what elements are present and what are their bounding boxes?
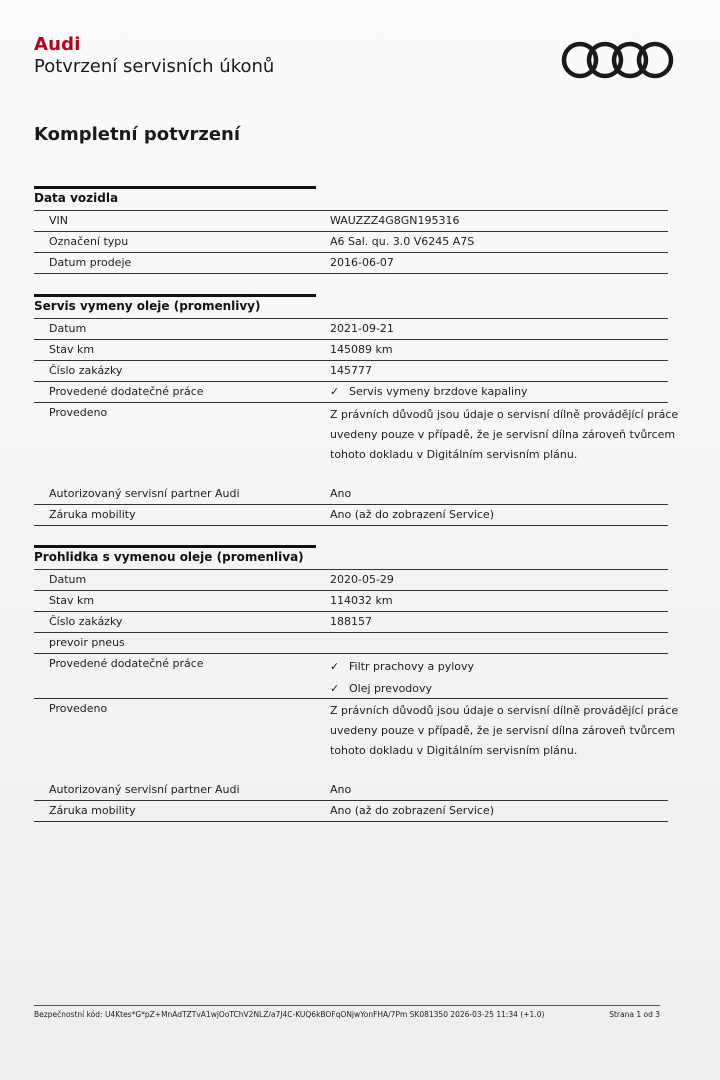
performed-by-note [330, 701, 678, 761]
date-row [34, 569, 668, 590]
mileage-value: 114032 km [330, 594, 393, 607]
mileage-value: 145089 km [330, 343, 393, 356]
work-item-text: Filtr prachovy a pylovy [349, 660, 475, 673]
performed-by-note [330, 405, 678, 465]
row-label: prevoir pneus [49, 636, 125, 649]
mileage-row [34, 590, 668, 611]
section-heading: Prohlidka s vymenou oleje (promenliva) [34, 545, 316, 569]
section-end-rule [34, 525, 668, 526]
mileage-row [34, 339, 668, 360]
row-label: Provedeno [49, 406, 108, 419]
vin-value: WAUZZZ4G8GN195316 [330, 214, 460, 227]
note-line: tohoto dokladu v Digitálním servisním plánu. [330, 744, 578, 757]
section-heading: Servis vymeny oleje (promenlivy) [34, 294, 316, 318]
row-label: Stav km [49, 594, 95, 607]
oil-service-section [34, 294, 679, 526]
vin-row [34, 210, 668, 231]
sale-date-value: 2016-06-07 [330, 256, 394, 269]
section-end-rule [34, 273, 668, 274]
row-label: Číslo zakázky [49, 364, 123, 377]
brand-name: Audi [34, 34, 81, 55]
note-line: uvedeny pouze v případě, že je servisní dílna zároveň tvůrcem [330, 428, 676, 441]
partner-row [34, 779, 668, 800]
order-number-row [34, 611, 668, 632]
row-label: Datum [49, 322, 87, 335]
row-label: Číslo zakázky [49, 615, 123, 628]
row-label: Označení typu [49, 235, 129, 248]
type-value: A6 Sal. qu. 3.0 V6245 A7S [330, 235, 475, 248]
row-label: Záruka mobility [49, 508, 136, 521]
note-line: Z právních důvodů jsou údaje o servisní dílně provádějící práce [330, 704, 679, 717]
row-label: Záruka mobility [49, 804, 136, 817]
partner-value: Ano [330, 487, 352, 500]
type-row [34, 231, 668, 252]
order-number-value: 145777 [330, 364, 372, 377]
row-label: Provedené dodatečné práce [49, 385, 204, 398]
additional-work-row [34, 653, 668, 698]
order-number-value: 188157 [330, 615, 372, 628]
checkmark-icon: ✓ [330, 682, 340, 695]
row-label: Stav km [49, 343, 95, 356]
audi-rings-logo [560, 40, 676, 80]
section-end-rule [34, 821, 668, 822]
row-label: Datum prodeje [49, 256, 132, 269]
tires-row [34, 632, 668, 653]
partner-row [34, 483, 668, 504]
additional-work-item [330, 678, 474, 700]
mobility-value: Ano (až do zobrazení Service) [330, 508, 494, 521]
inspection-section [34, 545, 679, 822]
document-title: Potvrzení servisních úkonů [34, 56, 275, 77]
checkmark-icon: ✓ [330, 660, 340, 673]
page-number: Strana 1 od 3 [609, 1010, 660, 1019]
sale-date-row [34, 252, 668, 273]
vehicle-data-section [34, 186, 668, 274]
row-label: Autorizovaný servisní partner Audi [49, 783, 240, 796]
row-label: VIN [49, 214, 68, 227]
checkmark-icon: ✓ [330, 385, 340, 398]
mobility-value: Ano (až do zobrazení Service) [330, 804, 494, 817]
mobility-row [34, 800, 668, 821]
footer [34, 1005, 660, 1019]
additional-work-item [330, 385, 528, 398]
section-heading: Data vozidla [34, 186, 316, 210]
date-row [34, 318, 668, 339]
page-heading: Kompletní potvrzení [34, 124, 241, 145]
row-label: Datum [49, 573, 87, 586]
additional-work-row [34, 381, 668, 402]
row-label: Provedené dodatečné práce [49, 657, 204, 670]
performed-by-row [34, 698, 679, 779]
order-number-row [34, 360, 668, 381]
work-item-text: Servis vymeny brzdove kapaliny [349, 385, 528, 398]
partner-value: Ano [330, 783, 352, 796]
security-code: Bezpečnostní kód: U4Ktes*G*pZ+MnAdTZTvA1wjOoTChV2NLZ/a7J4C-KUQ6kBOFqONjwYonFHA/7Pm SK081350 2026-03-25 11:34 (+1.0) [34, 1010, 545, 1019]
note-line: uvedeny pouze v případě, že je servisní dílna zároveň tvůrcem [330, 724, 676, 737]
row-label: Provedeno [49, 702, 108, 715]
row-label: Autorizovaný servisní partner Audi [49, 487, 240, 500]
mobility-row [34, 504, 668, 525]
note-line: Z právních důvodů jsou údaje o servisní dílně provádějící práce [330, 408, 679, 421]
performed-by-row [34, 402, 679, 483]
date-value: 2020-05-29 [330, 573, 394, 586]
work-item-text: Olej prevodovy [349, 682, 433, 695]
additional-work-list [330, 656, 474, 700]
date-value: 2021-09-21 [330, 322, 394, 335]
note-line: tohoto dokladu v Digitálním servisním plánu. [330, 448, 578, 461]
additional-work-item [330, 656, 474, 678]
